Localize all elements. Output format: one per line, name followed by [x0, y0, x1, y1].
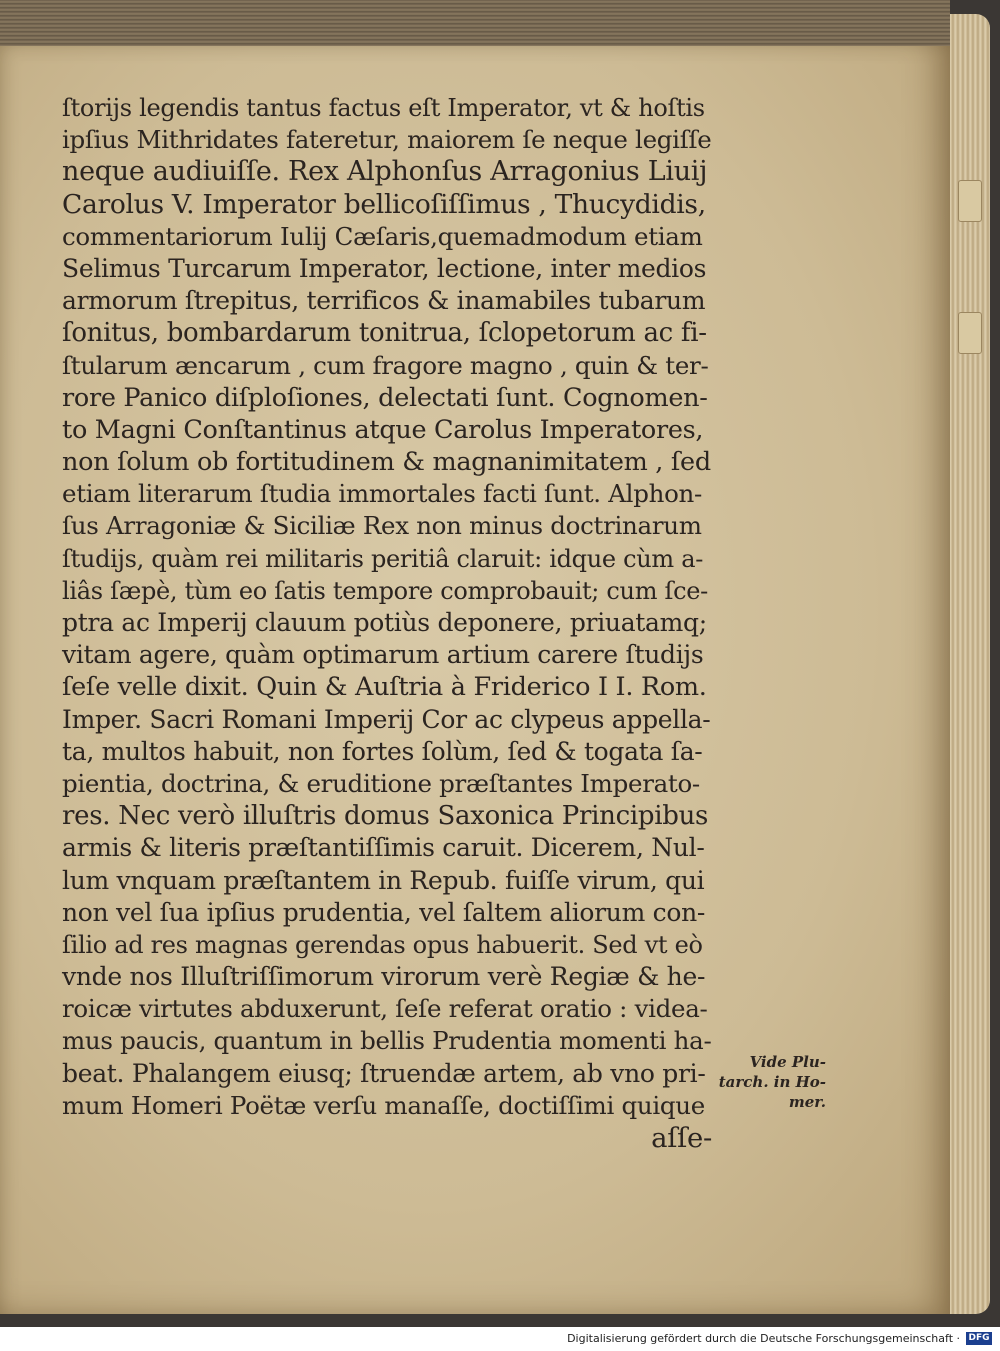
text-line: res. Nec verò illuſtris domus Saxonica Principibus	[62, 801, 709, 832]
text-line: armorum ſtrepitus, terrificos & inamabiles tubarum	[62, 286, 706, 316]
text-line: roicæ virtutes abduxerunt, ſeſe referat oratio : videa-	[62, 994, 708, 1024]
text-line: commentariorum Iulij Cæſaris,quemadmodum etiam	[62, 221, 703, 251]
text-line: pientia, doctrina, & eruditione præſtantes Imperato-	[62, 768, 700, 798]
catchword: aſſe-	[651, 1122, 712, 1154]
marginal-note-line: tarch. in Ho-	[718, 1073, 826, 1091]
text-line: Selimus Turcarum Imperator, lectione, inter medios	[62, 253, 707, 283]
text-line: neque audiuiſſe. Rex Alphonſus Arragonius Liuij	[62, 156, 708, 188]
footer	[0, 1327, 1000, 1351]
text-line: ta, multos habuit, non fortes ſolùm, ſed & togata ſa-	[62, 736, 703, 766]
text-line: ſonitus, bombardarum tonitrua, ſclopetorum ac fi-	[62, 318, 707, 349]
text-line: etiam literarum ſtudia immortales facti ſunt. Alphon-	[62, 479, 702, 509]
text-line: beat. Phalangem eiusq; ſtruendæ artem, ab vno pri-	[62, 1058, 706, 1088]
text-line: ſtudijs, quàm rei militaris peritiâ claruit: idque cùm a-	[62, 544, 704, 573]
text-line: vitam agere, quàm optimarum artium carere ſtudijs	[62, 640, 704, 670]
text-line: ſtorijs legendis tantus factus eſt Imperator, vt & hoſtis	[62, 94, 705, 122]
dfg-logo: DFG	[966, 1332, 992, 1345]
text-line: ſilio ad res magnas gerendas opus habuerit. Sed vt eò	[62, 930, 703, 959]
book-top-edge	[0, 0, 950, 46]
marginal-note-line: mer.	[788, 1093, 826, 1111]
body-text	[62, 92, 712, 1154]
marginal-note	[706, 1052, 826, 1112]
text-line: ipſius Mithridates fateretur, maiorem ſe neque legiſſe	[62, 125, 712, 155]
text-line: ptra ac Imperij clauum potiùs deponere, priuatamq;	[62, 608, 707, 637]
marginal-note-line: Vide Plu-	[749, 1053, 826, 1071]
text-line: liâs ſæpè, tùm eo ſatis tempore comprobauit; cum ſce-	[62, 576, 708, 605]
book-page	[0, 28, 952, 1314]
text-line: Imper. Sacri Romani Imperij Cor ac clypeus appella-	[62, 704, 711, 734]
text-line: mus paucis, quantum in bellis Prudentia momenti ha-	[62, 1026, 712, 1056]
text-line: non vel ſua ipſius prudentia, vel ſaltem aliorum con-	[62, 897, 706, 927]
text-line: mum Homeri Poëtæ verſu manaſſe, doctiſſimi quique	[62, 1090, 705, 1120]
text-line: to Magni Conſtantinus atque Carolus Imperatores,	[62, 414, 704, 445]
text-line: ſtularum æncarum , cum fragore magno , quin & ter-	[62, 350, 709, 380]
text-line: non ſolum ob fortitudinem & magnanimitatem , ſed	[62, 447, 711, 478]
text-line: rore Panico diſploſiones, delectati ſunt. Cognomen-	[62, 382, 708, 413]
text-line: lum vnquam præſtantem in Repub. fuiſſe virum, qui	[62, 865, 705, 895]
text-line: ſus Arragoniæ & Siciliæ Rex non minus doctrinarum	[62, 511, 702, 541]
text-line: armis & literis præſtantiſſimis caruit. Dicerem, Nul-	[62, 833, 705, 863]
page-tab	[958, 312, 982, 354]
text-line: Carolus V. Imperator bellicoſiſſimus , Thucydidis,	[62, 188, 706, 220]
funding-credit: Digitalisierung gefördert durch die Deutsche Forschungsgemeinschaft ·	[567, 1332, 960, 1345]
text-line: vnde nos Illuſtriſſimorum virorum verè Regiæ & he-	[62, 962, 706, 992]
page-tab	[958, 180, 982, 222]
text-line: ſeſe velle dixit. Quin & Auſtria à Friderico I I. Rom.	[62, 672, 707, 703]
